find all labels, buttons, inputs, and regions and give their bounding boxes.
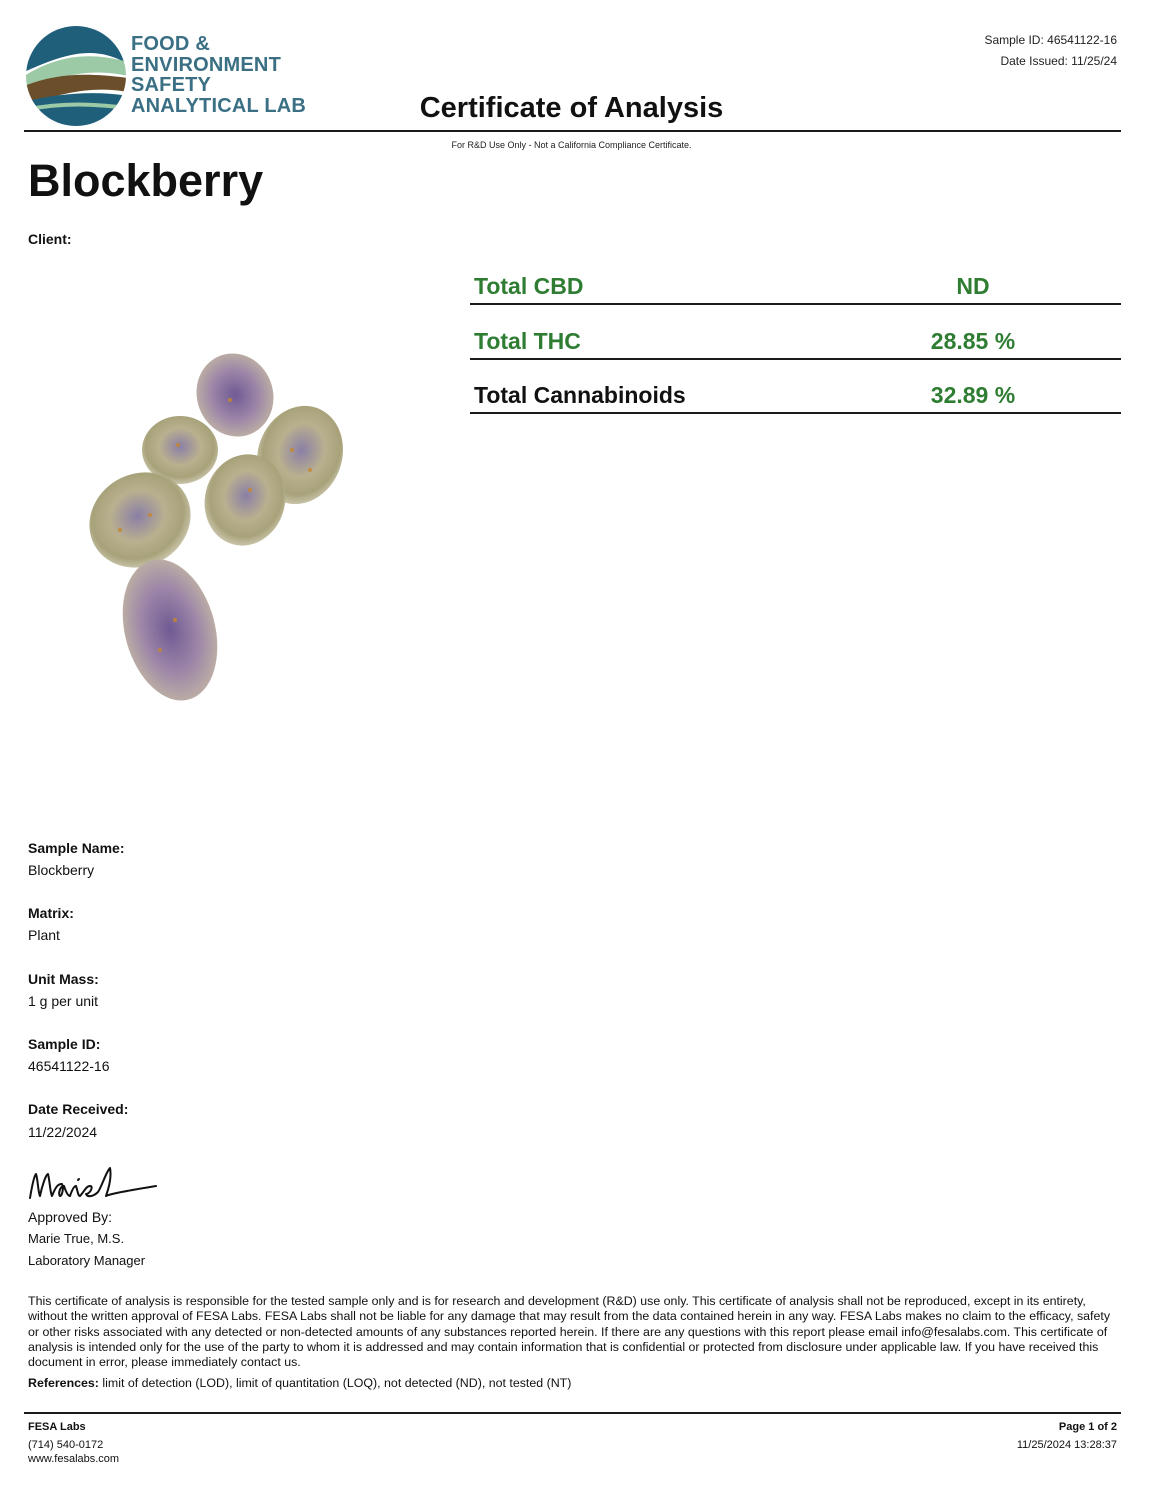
page-number: Page 1 of 2: [1058, 1421, 1117, 1433]
date-received-label: Date Received:: [28, 1101, 129, 1117]
footer-phone: (714) 540-0172: [28, 1439, 104, 1451]
footer-timestamp: 11/25/2024 13:28:37: [1016, 1439, 1117, 1451]
signature: [24, 1158, 164, 1208]
compliance-note: For R&D Use Only - Not a California Compliance Certificate.: [451, 140, 692, 150]
header-date-issued: Date Issued: 11/25/24: [1000, 54, 1117, 68]
lab-name-line: SAFETY: [131, 74, 212, 96]
matrix-value: Plant: [28, 927, 60, 943]
legal-disclaimer: This certificate of analysis is responsible for the tested sample only and is for research and development (R&D) use only. This certificate of analysis shall not be reproduced, except in its entirety, without the written approval of FESA Labs. FESA Labs shall not be liable for any damage that may result from the data contained herein in any way. FESA Labs makes no claim to the efficacy, safety or other risks associated with any detected or non-detected amounts of any substances reported herein. If there are any questions with this report please email info@fesalabs.com. This certificate of analysis is intended only for the use of the party to whom it is addressed and may contain information that is confidential or protected from disclosure under applicable law. If you have received this document in error, please immediately contact us.: [28, 1294, 1111, 1370]
lab-name-line: ANALYTICAL LAB: [131, 94, 307, 117]
header-divider: [24, 130, 1121, 132]
references-text: limit of detection (LOD), limit of quantitation (LOQ), not detected (ND), not tested (NT): [98, 1376, 572, 1390]
result-label: Total THC: [474, 328, 581, 354]
sample-id-label: Sample ID:: [28, 1036, 101, 1052]
date-received-value: 11/22/2024: [28, 1124, 98, 1140]
footer-divider: [24, 1412, 1121, 1414]
result-value: 28.85 %: [930, 328, 1016, 354]
result-value: ND: [956, 273, 990, 299]
product-photo: [60, 340, 380, 710]
result-value: 32.89 %: [930, 382, 1016, 408]
result-row-total-thc: [470, 320, 1121, 360]
sample-name-label: Sample Name:: [28, 840, 125, 856]
header-meta: [984, 30, 1117, 72]
result-row-total-cannabinoids: [470, 374, 1121, 414]
references: [28, 1376, 571, 1390]
footer-website[interactable]: www.fesalabs.com: [28, 1453, 120, 1465]
approver-title: Laboratory Manager: [28, 1253, 146, 1268]
approved-by-label: Approved By:: [28, 1209, 113, 1225]
unit-mass-label: Unit Mass:: [28, 971, 99, 987]
matrix-label: Matrix:: [28, 905, 74, 921]
footer-company: FESA Labs: [28, 1421, 86, 1433]
lab-name-line: FOOD &: [131, 33, 210, 55]
lab-name-line: ENVIRONMENT: [131, 53, 281, 76]
approver-name: Marie True, M.S.: [28, 1231, 125, 1246]
header-sample-id: Sample ID: 46541122-16: [984, 33, 1117, 47]
client-label: Client:: [28, 231, 72, 247]
result-label: Total Cannabinoids: [474, 382, 686, 408]
document-title: Certificate of Analysis: [419, 92, 724, 124]
result-row-total-cbd: [470, 265, 1121, 305]
unit-mass-value: 1 g per unit: [28, 993, 99, 1009]
sample-name-value: Blockberry: [28, 862, 95, 878]
result-label: Total CBD: [474, 273, 584, 299]
footer-page-info: [1017, 1420, 1117, 1452]
product-name: Blockberry: [28, 155, 264, 206]
sample-id-value: 46541122-16: [28, 1058, 110, 1074]
footer-contact: [28, 1420, 119, 1466]
references-label: References:: [28, 1376, 99, 1390]
